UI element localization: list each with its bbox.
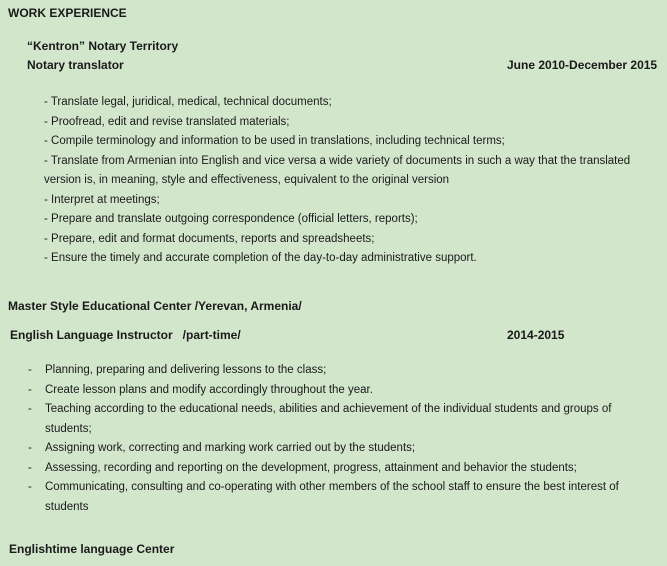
- bullet-dash: -: [28, 442, 32, 454]
- bullet-dash: -: [44, 154, 51, 167]
- duty-text: Communicating, consulting and co-operating with other members of the school staff to ensure the best interest of students: [45, 481, 623, 513]
- bullet-dash: -: [44, 213, 52, 225]
- job1-date-range: June 2010-December 2015: [507, 58, 658, 72]
- bullet-dash: -: [28, 481, 32, 493]
- duty-text: Assessing, recording and reporting on the development, progress, attainment and behavior the students;: [45, 461, 577, 474]
- duty-item: [28, 361, 660, 381]
- duty-text: Compile terminology and information to be used in translations, including technical terms;: [51, 135, 505, 147]
- duty-text: Assigning work, correcting and marking work carried out by the students;: [45, 442, 416, 454]
- section-heading-work-experience: WORK EXPERIENCE: [8, 6, 127, 20]
- job1-duty-list: [44, 93, 644, 269]
- duty-item: [44, 113, 644, 133]
- bullet-dash: -: [28, 364, 32, 376]
- bullet-dash: -: [44, 252, 52, 264]
- bullet-dash: -: [44, 115, 52, 128]
- duty-item: [44, 152, 644, 191]
- duty-text: Prepare, edit and format documents, reports and spreadsheets;: [51, 232, 375, 245]
- duty-text: Ensure the timely and accurate completion of the day-to-day administrative support.: [51, 252, 477, 264]
- bullet-dash: -: [44, 193, 52, 206]
- duty-text: Interpret at meetings;: [51, 193, 160, 206]
- duty-item: [44, 249, 644, 269]
- duty-text: Teaching according to the educational needs, abilities and achievement of the individual students and groups of students;: [45, 403, 615, 435]
- duty-item: [28, 439, 660, 459]
- duty-text: Translate legal, juridical, medical, technical documents;: [50, 96, 332, 108]
- duty-item: [44, 191, 644, 211]
- duty-text: Proofread, edit and revise translated materials;: [51, 115, 290, 128]
- duty-item: [28, 381, 660, 401]
- duty-item: [44, 230, 644, 250]
- bullet-dash: -: [28, 461, 32, 474]
- duty-text: Planning, preparing and delivering lessons to the class;: [45, 364, 327, 376]
- duty-text: Translate from Armenian into English and vice versa a wide variety of documents in such a way that the translated version is, in meaning, style and effectiveness, equivalent to the original version: [44, 154, 637, 186]
- job1-company-name: “Kentron” Notary Territory: [27, 39, 179, 53]
- duty-item: [44, 210, 644, 230]
- job2-company-name: Master Style Educational Center /Yerevan, Armenia/: [8, 299, 302, 313]
- duty-text: Prepare and translate outgoing correspondence (official letters, reports);: [51, 213, 418, 225]
- bullet-dash: -: [44, 232, 52, 245]
- duty-text: Create lesson plans and modify accordingly throughout the year.: [45, 383, 373, 396]
- job2-duty-list: [28, 361, 660, 517]
- job1-role-title: Notary translator: [27, 58, 124, 72]
- duty-item: [28, 478, 660, 517]
- duty-item: [28, 400, 660, 439]
- bullet-dash: -: [28, 383, 32, 396]
- bullet-dash: -: [28, 403, 32, 415]
- bullet-dash: -: [44, 96, 51, 108]
- duty-item: [44, 93, 644, 113]
- duty-item: [28, 459, 660, 479]
- job3-company-name: Englishtime language Center: [9, 542, 175, 556]
- duty-item: [44, 132, 644, 152]
- job2-date-range: 2014-2015: [507, 328, 565, 342]
- job2-role-title: English Language Instructor /part-time/: [10, 328, 241, 342]
- bullet-dash: -: [44, 135, 52, 147]
